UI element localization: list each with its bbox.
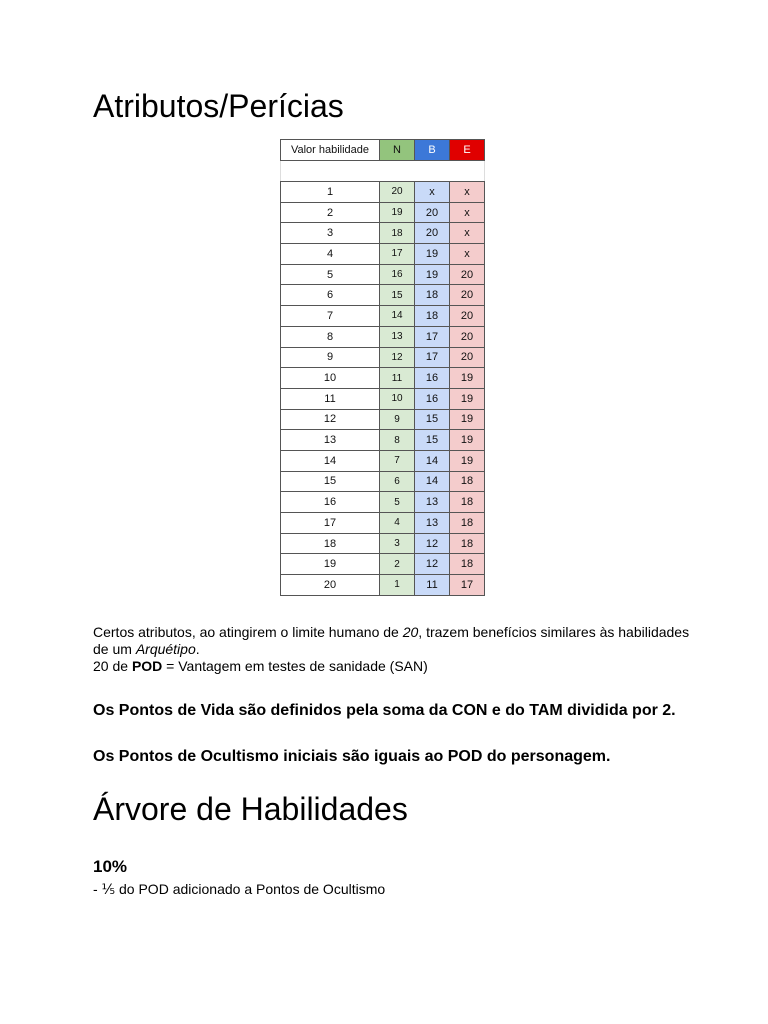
page-title: Atributos/Perícias xyxy=(93,88,344,124)
table-row xyxy=(281,223,485,244)
cell-valor: 3 xyxy=(281,223,380,244)
cell-valor: 11 xyxy=(281,388,380,409)
header-valor-habilidade: Valor habilidade xyxy=(281,140,380,161)
table-row xyxy=(281,430,485,451)
table-header-row xyxy=(281,140,485,161)
cell-n: 16 xyxy=(380,264,415,285)
cell-e: 18 xyxy=(450,492,485,513)
cell-n: 18 xyxy=(380,223,415,244)
paragraph-attribute-limit xyxy=(93,624,693,658)
cell-b: 17 xyxy=(415,347,450,368)
cell-b: 18 xyxy=(415,306,450,327)
cell-n: 13 xyxy=(380,326,415,347)
cell-valor: 9 xyxy=(281,347,380,368)
spacer-cell xyxy=(450,161,485,182)
table-row xyxy=(281,533,485,554)
section-title-skill-tree: Árvore de Habilidades xyxy=(93,791,408,827)
cell-n: 10 xyxy=(380,388,415,409)
cell-b: x xyxy=(415,182,450,203)
cell-e: 18 xyxy=(450,513,485,534)
cell-n: 7 xyxy=(380,450,415,471)
cell-b: 13 xyxy=(415,513,450,534)
spacer-cell xyxy=(281,161,380,182)
text: . xyxy=(195,641,200,657)
cell-b: 15 xyxy=(415,430,450,451)
cell-n: 14 xyxy=(380,306,415,327)
table-body xyxy=(281,161,485,596)
cell-e: 17 xyxy=(450,575,485,596)
cell-e: x xyxy=(450,223,485,244)
cell-n: 20 xyxy=(380,182,415,203)
cell-b: 20 xyxy=(415,223,450,244)
table-row xyxy=(281,388,485,409)
spacer-cell xyxy=(415,161,450,182)
table-spacer-row xyxy=(281,161,485,182)
cell-e: 20 xyxy=(450,347,485,368)
cell-n: 6 xyxy=(380,471,415,492)
paragraph-pod-advantage xyxy=(93,658,693,675)
header-b: B xyxy=(415,140,450,161)
cell-b: 14 xyxy=(415,471,450,492)
cell-e: 18 xyxy=(450,533,485,554)
table-row xyxy=(281,368,485,389)
table-row xyxy=(281,554,485,575)
cell-e: 19 xyxy=(450,388,485,409)
cell-e: 19 xyxy=(450,430,485,451)
table-row xyxy=(281,264,485,285)
cell-valor: 12 xyxy=(281,409,380,430)
cell-e: 20 xyxy=(450,264,485,285)
cell-e: 19 xyxy=(450,450,485,471)
cell-b: 17 xyxy=(415,326,450,347)
attributes-table xyxy=(280,139,485,596)
cell-e: x xyxy=(450,244,485,265)
cell-valor: 18 xyxy=(281,533,380,554)
cell-b: 11 xyxy=(415,575,450,596)
cell-e: x xyxy=(450,182,485,203)
text: 20 de xyxy=(93,658,132,674)
cell-e: 18 xyxy=(450,471,485,492)
header-n: N xyxy=(380,140,415,161)
emphasis: Arquétipo xyxy=(135,641,196,657)
cell-b: 16 xyxy=(415,388,450,409)
emphasis: 20 xyxy=(402,624,419,640)
table-row xyxy=(281,575,485,596)
cell-e: x xyxy=(450,202,485,223)
header-e: E xyxy=(450,140,485,161)
cell-valor: 13 xyxy=(281,430,380,451)
occult-points-rule: Os Pontos de Ocultismo iniciais são iguais ao POD do personagem. xyxy=(93,748,611,765)
table-row xyxy=(281,409,485,430)
cell-e: 18 xyxy=(450,554,485,575)
text: Certos atributos, ao atingirem o limite humano de xyxy=(93,624,403,640)
table-row xyxy=(281,492,485,513)
cell-b: 20 xyxy=(415,202,450,223)
table-row xyxy=(281,471,485,492)
cell-valor: 19 xyxy=(281,554,380,575)
table-row xyxy=(281,450,485,471)
cell-e: 19 xyxy=(450,409,485,430)
cell-b: 15 xyxy=(415,409,450,430)
cell-n: 11 xyxy=(380,368,415,389)
cell-valor: 17 xyxy=(281,513,380,534)
cell-b: 12 xyxy=(415,533,450,554)
cell-n: 17 xyxy=(380,244,415,265)
strong-text: POD xyxy=(131,658,163,674)
cell-valor: 2 xyxy=(281,202,380,223)
cell-valor: 20 xyxy=(281,575,380,596)
cell-n: 15 xyxy=(380,285,415,306)
cell-valor: 5 xyxy=(281,264,380,285)
table-row xyxy=(281,244,485,265)
cell-e: 20 xyxy=(450,326,485,347)
text: = Vantagem em testes de sanidade (SAN) xyxy=(162,658,428,674)
cell-n: 12 xyxy=(380,347,415,368)
cell-b: 18 xyxy=(415,285,450,306)
table-row xyxy=(281,306,485,327)
cell-valor: 8 xyxy=(281,326,380,347)
table-row xyxy=(281,347,485,368)
cell-b: 12 xyxy=(415,554,450,575)
table-row xyxy=(281,182,485,203)
table-row xyxy=(281,202,485,223)
cell-valor: 10 xyxy=(281,368,380,389)
cell-e: 20 xyxy=(450,306,485,327)
cell-n: 8 xyxy=(380,430,415,451)
cell-valor: 7 xyxy=(281,306,380,327)
cell-valor: 16 xyxy=(281,492,380,513)
cell-b: 16 xyxy=(415,368,450,389)
cell-n: 5 xyxy=(380,492,415,513)
cell-n: 9 xyxy=(380,409,415,430)
cell-n: 4 xyxy=(380,513,415,534)
cell-e: 19 xyxy=(450,368,485,389)
cell-valor: 15 xyxy=(281,471,380,492)
spacer-cell xyxy=(380,161,415,182)
cell-b: 19 xyxy=(415,244,450,265)
cell-b: 14 xyxy=(415,450,450,471)
cell-e: 20 xyxy=(450,285,485,306)
table-row xyxy=(281,513,485,534)
cell-n: 2 xyxy=(380,554,415,575)
table-row xyxy=(281,326,485,347)
cell-valor: 6 xyxy=(281,285,380,306)
skill-tier-heading: 10% xyxy=(93,857,128,876)
cell-valor: 1 xyxy=(281,182,380,203)
cell-valor: 4 xyxy=(281,244,380,265)
cell-n: 3 xyxy=(380,533,415,554)
skill-tier-item: - ⅕ do POD adicionado a Pontos de Ocultismo xyxy=(93,881,386,897)
cell-b: 19 xyxy=(415,264,450,285)
table-row xyxy=(281,285,485,306)
hit-points-rule: Os Pontos de Vida são definidos pela soma da CON e do TAM dividida por 2. xyxy=(93,702,676,719)
cell-valor: 14 xyxy=(281,450,380,471)
cell-n: 19 xyxy=(380,202,415,223)
cell-n: 1 xyxy=(380,575,415,596)
text: , trazem benefícios similares às habilidades de um xyxy=(93,624,690,657)
cell-b: 13 xyxy=(415,492,450,513)
